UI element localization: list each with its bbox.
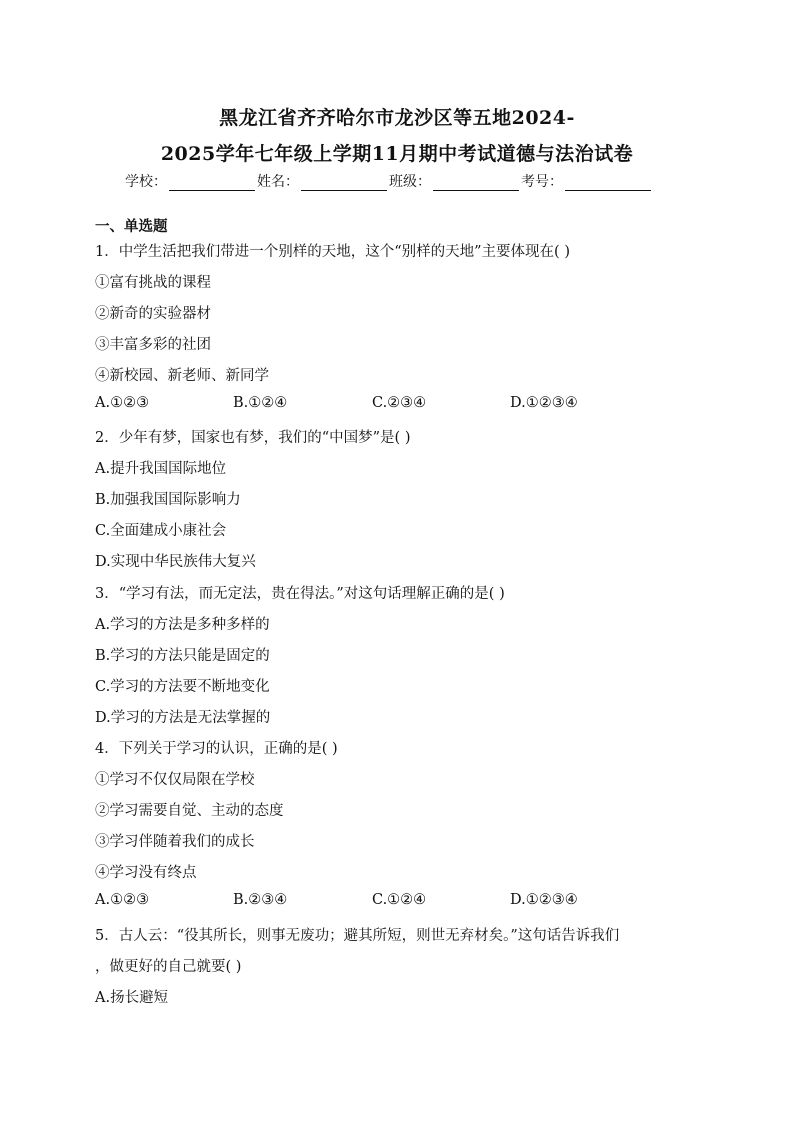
option-b[interactable]: B.②③④: [233, 892, 288, 908]
exam-no-field[interactable]: [521, 171, 653, 191]
name-field[interactable]: [257, 171, 389, 191]
question-1-item: ③丰富多彩的社团: [95, 337, 211, 353]
question-1-item: ①富有挑战的课程: [95, 275, 211, 291]
question-1-stem: 1．中学生活把我们带进一个别样的天地，这个“别样的天地”主要体现在( ): [95, 244, 570, 260]
option-a[interactable]: A.扬长避短: [95, 990, 169, 1006]
section-title: 一、单选题: [95, 218, 168, 235]
option-c[interactable]: C.全面建成小康社会: [95, 523, 227, 539]
question-4-item: ④学习没有终点: [95, 865, 197, 881]
school-label: 学校：: [125, 174, 167, 190]
question-3-stem: 3．“学习有法，而无定法，贵在得法。”对这句话理解正确的是( ): [95, 586, 505, 602]
option-a[interactable]: A.①②③: [95, 395, 150, 411]
option-a[interactable]: A.提升我国国际地位: [95, 461, 227, 477]
class-label: 班级：: [389, 174, 431, 190]
option-a[interactable]: A.①②③: [95, 892, 150, 908]
question-4-item: ①学习不仅仅局限在学校: [95, 772, 255, 788]
name-blank[interactable]: [301, 175, 387, 191]
option-d[interactable]: D.实现中华民族伟大复兴: [95, 554, 256, 570]
option-b[interactable]: B.学习的方法只能是固定的: [95, 648, 270, 664]
name-label: 姓名：: [257, 174, 299, 190]
option-c[interactable]: C.①②④: [372, 892, 427, 908]
school-field[interactable]: [125, 171, 257, 191]
exam-no-label: 考号：: [521, 174, 563, 190]
question-4-item: ②学习需要自觉、主动的态度: [95, 803, 284, 819]
question-1-item: ②新奇的实验器材: [95, 306, 211, 322]
question-5-stem: 5．古人云：“役其所长，则事无废功；避其所短，则世无弃材矣。”这句话告诉我们: [95, 928, 620, 944]
student-info-row: [125, 171, 685, 191]
option-d[interactable]: D.学习的方法是无法掌握的: [95, 710, 271, 726]
exam-no-blank[interactable]: [565, 175, 651, 191]
exam-title-line-1: 黑龙江省齐齐哈尔市龙沙区等五地2024-: [219, 107, 575, 129]
option-b[interactable]: B.加强我国国际影响力: [95, 492, 241, 508]
option-b[interactable]: B.①②④: [233, 395, 288, 411]
class-blank[interactable]: [433, 175, 519, 191]
option-d[interactable]: D.①②③④: [510, 395, 578, 411]
question-4-item: ③学习伴随着我们的成长: [95, 834, 255, 850]
question-1-item: ④新校园、新老师、新同学: [95, 368, 269, 384]
question-5-stem-continued: ，做更好的自己就要( ): [95, 959, 242, 975]
exam-title-line-2: 2025学年七年级上学期11月期中考试道德与法治试卷: [160, 143, 634, 165]
school-blank[interactable]: [169, 175, 255, 191]
option-c[interactable]: C.②③④: [372, 395, 427, 411]
class-field[interactable]: [389, 171, 521, 191]
option-c[interactable]: C.学习的方法要不断地变化: [95, 679, 270, 695]
option-a[interactable]: A.学习的方法是多种多样的: [95, 617, 270, 633]
option-d[interactable]: D.①②③④: [510, 892, 578, 908]
question-4-stem: 4．下列关于学习的认识，正确的是( ): [95, 741, 338, 757]
question-2-stem: 2．少年有梦，国家也有梦，我们的“中国梦”是( ): [95, 430, 411, 446]
